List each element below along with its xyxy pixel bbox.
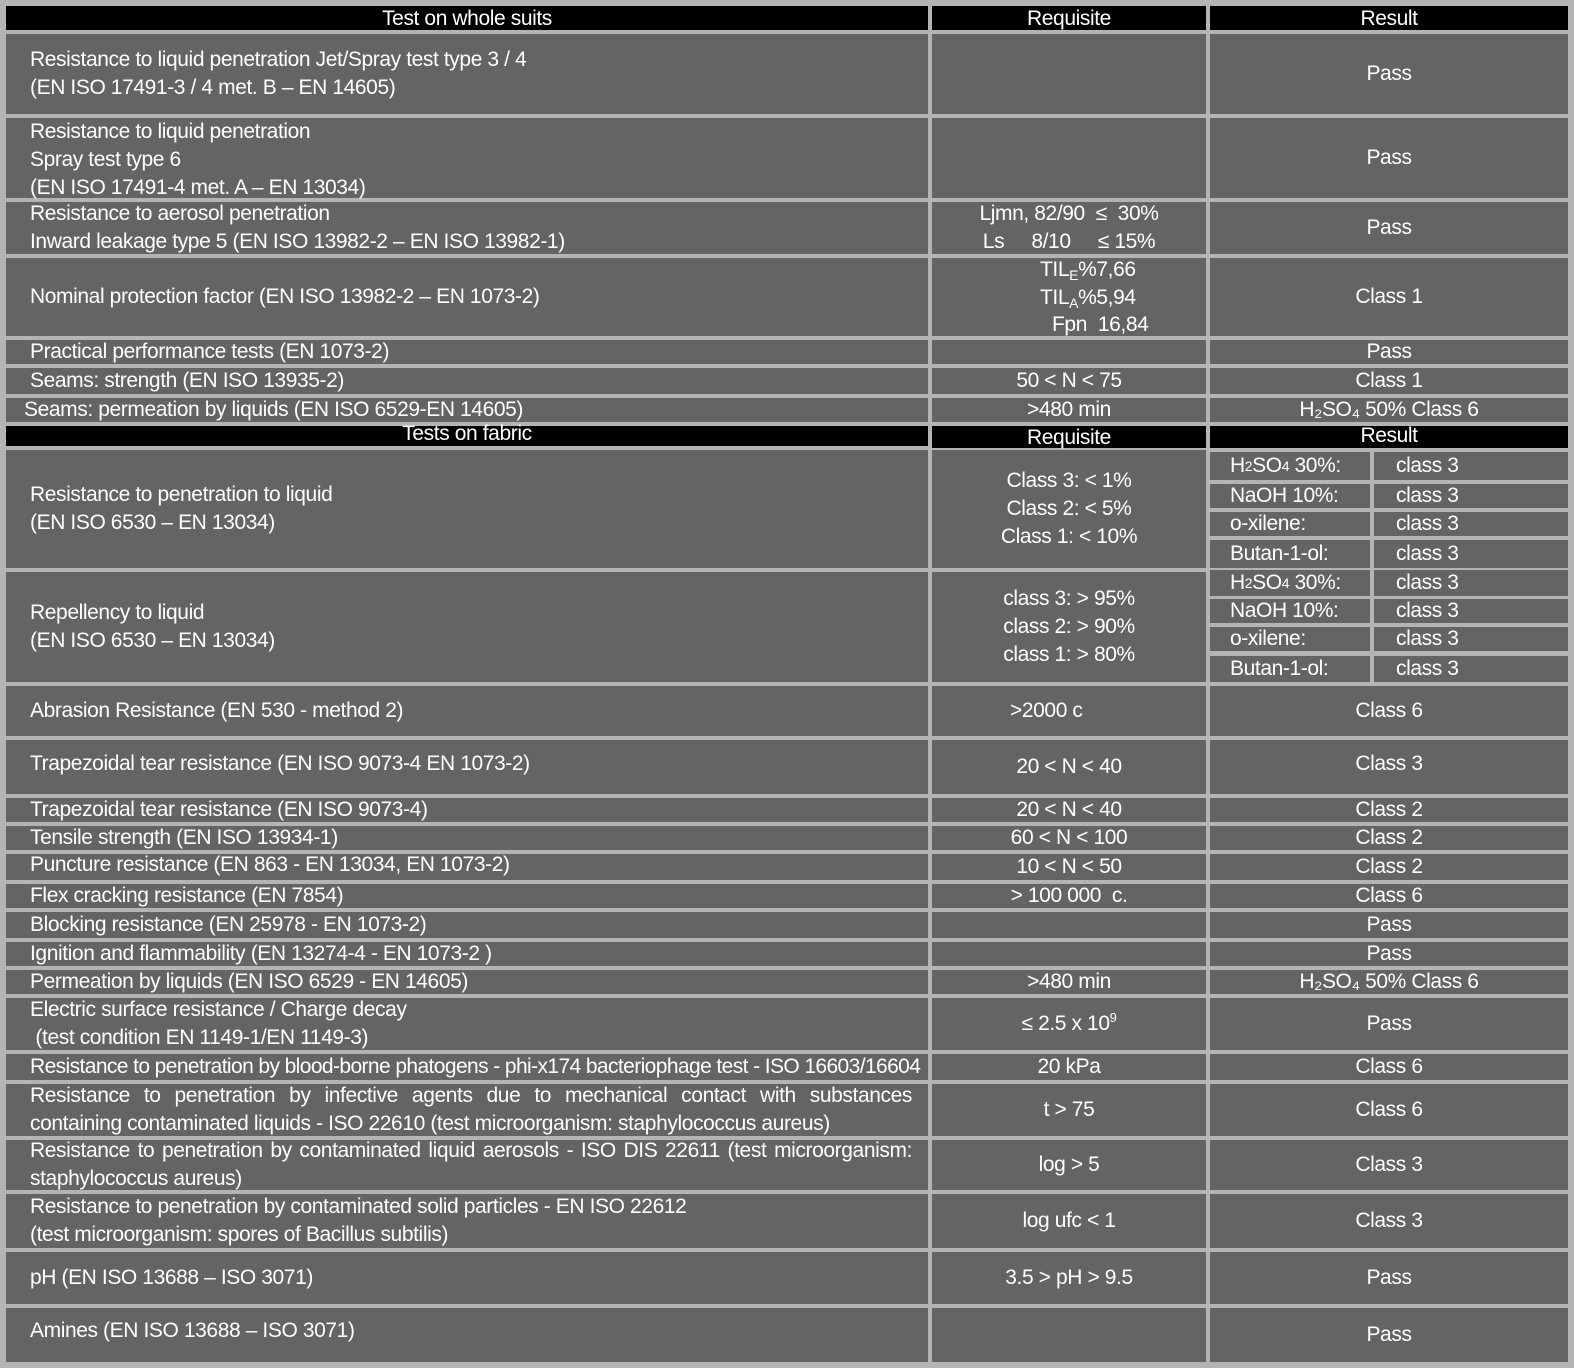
requisite-cell: log > 5: [932, 1140, 1206, 1190]
result-cell: Class 3: [1210, 1140, 1568, 1190]
chemical-class: class 3: [1374, 540, 1568, 568]
test-cell: [6, 1084, 928, 1136]
test-cell: [6, 798, 928, 822]
til-a-label: TIL: [1040, 286, 1070, 309]
requisite-cell: [932, 998, 1206, 1050]
result-cell: Pass: [1210, 942, 1568, 966]
header-tests-on-fabric: Tests on fabric: [6, 426, 928, 446]
test-line: (EN ISO 6530 – EN 13034): [30, 629, 275, 652]
chemical-label: Butan-1-ol:: [1210, 540, 1370, 568]
requisite-cell: [932, 450, 1206, 568]
header-requisite: Requisite: [932, 6, 1206, 30]
chemical-class: class 3: [1374, 452, 1568, 480]
test-cell: [6, 1054, 928, 1080]
chemical-label: o-xilene:: [1210, 627, 1370, 651]
test-cell: [6, 340, 928, 364]
test-cell: [6, 998, 928, 1050]
requisite-cell: 20 < N < 40: [932, 740, 1206, 794]
test-cell: [6, 1194, 928, 1248]
chemical-class: class 3: [1374, 656, 1568, 682]
requisite-line: class 2: > 90%: [1003, 615, 1135, 638]
requisite-line: Ls 8/10 ≤ 15%: [982, 230, 1156, 253]
requisite-cell: [932, 1308, 1206, 1362]
test-line: Abrasion Resistance (EN 530 - method 2): [30, 699, 404, 722]
test-cell: [6, 450, 928, 568]
test-cell: [6, 884, 928, 908]
chem-text: 30%:: [1289, 454, 1341, 477]
result-cell: Pass: [1210, 1308, 1568, 1362]
requisite-cell: 60 < N < 100: [932, 826, 1206, 850]
chemical-label: NaOH 10%:: [1210, 484, 1370, 508]
test-line: Resistance to aerosol penetration: [30, 202, 330, 225]
result-cell: Class 6: [1210, 686, 1568, 736]
test-cell: [6, 118, 928, 198]
test-line: pH (EN ISO 13688 – ISO 3071): [30, 1266, 313, 1289]
result-cell: Class 6: [1210, 1054, 1568, 1080]
test-cell: [6, 826, 928, 850]
chem-text: H: [1230, 454, 1245, 477]
test-line: (EN ISO 17491-3 / 4 met. B – EN 14605): [30, 76, 396, 99]
result-cell: Class 3: [1210, 1194, 1568, 1248]
test-line: Blocking resistance (EN 25978 - EN 1073-2): [30, 913, 427, 936]
requisite-base: ≤ 2.5 x 10: [1021, 1012, 1110, 1035]
result-cell: Class 3: [1210, 740, 1568, 794]
chemical-label: o-xilene:: [1210, 512, 1370, 536]
result-cell: Class 6: [1210, 1084, 1568, 1136]
test-line: Resistance to penetration by blood-borne phatogens - phi-x174 bacteriophage test - ISO 16603/16604: [30, 1055, 921, 1078]
requisite-cell: 3.5 > pH > 9.5: [932, 1252, 1206, 1304]
test-line: Trapezoidal tear resistance (EN ISO 9073-4 EN 1073-2): [30, 752, 530, 775]
requisite-cell: >2000 c: [932, 686, 1206, 736]
test-cell: [6, 202, 928, 254]
test-cell: [6, 34, 928, 114]
requisite-cell: [932, 942, 1206, 966]
test-cell: [6, 368, 928, 394]
requisite-exponent: 9: [1109, 1010, 1117, 1025]
requisite-cell: [932, 34, 1206, 114]
test-line: Tensile strength (EN ISO 13934-1): [30, 826, 338, 849]
chemical-class: class 3: [1374, 627, 1568, 651]
chem-text: 30%:: [1289, 571, 1341, 594]
result-cell: Class 1: [1210, 368, 1568, 394]
result-cell: Class 2: [1210, 798, 1568, 822]
chemical-class: class 3: [1374, 484, 1568, 508]
header-test-whole-suits: Test on whole suits: [6, 6, 928, 30]
test-line: (EN ISO 6530 – EN 13034): [30, 511, 275, 534]
test-line: Resistance to liquid penetration: [30, 120, 311, 143]
til-e-line: [1040, 256, 1136, 284]
requisite-cell: >480 min: [932, 398, 1206, 422]
test-cell: [6, 572, 928, 682]
til-a-line: [1040, 284, 1136, 312]
requisite-cell: [932, 258, 1206, 336]
test-line: Permeation by liquids (EN ISO 6529 - EN 14605): [30, 970, 468, 993]
result-cell: Pass: [1210, 912, 1568, 938]
result-cell: H₂SO₄ 50% Class 6: [1210, 970, 1568, 994]
til-e-label: TIL: [1040, 258, 1070, 281]
result-cell: Pass: [1210, 202, 1568, 254]
header-result: Result: [1210, 6, 1568, 30]
result-cell: Pass: [1210, 118, 1568, 198]
requisite-cell: 20 < N < 40: [932, 798, 1206, 822]
requisite-cell: [932, 202, 1206, 254]
requisite-cell: [932, 912, 1206, 938]
til-e-subscript: E: [1069, 267, 1079, 283]
test-line: Inward leakage type 5 (EN ISO 13982-2 – EN ISO 13982-1): [30, 230, 565, 253]
test-line: Repellency to liquid: [30, 601, 205, 624]
chemical-label: NaOH 10%:: [1210, 599, 1370, 623]
result-cell: Class 2: [1210, 854, 1568, 880]
test-cell: [6, 740, 928, 794]
test-cell: [6, 258, 928, 336]
requisite-line: class 3: > 95%: [1003, 587, 1135, 610]
test-line: Spray test type 6: [30, 148, 181, 171]
chemical-class: class 3: [1374, 512, 1568, 536]
test-line: Trapezoidal tear resistance (EN ISO 9073-4): [30, 798, 428, 821]
requisite-cell: 20 kPa: [932, 1054, 1206, 1080]
requisite-cell: [932, 572, 1206, 682]
requisite-cell: t > 75: [932, 1084, 1206, 1136]
requisite-line: Ljmn, 82/90 ≤ 30%: [979, 202, 1159, 225]
requisite-line: class 1: > 80%: [1003, 643, 1135, 666]
test-line: Resistance to penetration by contaminated liquid aerosols - ISO DIS 22611 (test microorganism: staphylococcus aureus): [30, 1139, 912, 1190]
header-requisite: Requisite: [932, 426, 1206, 448]
result-cell: Class 1: [1210, 258, 1568, 336]
test-line: Resistance to penetration by contaminated solid particles - EN ISO 22612: [30, 1195, 687, 1218]
chemical-label: H 2 SO 4 30%:: [1210, 452, 1370, 480]
test-line: Seams: strength (EN ISO 13935-2): [30, 369, 345, 392]
test-line: Ignition and flammability (EN 13274-4 - EN 1073-2 ): [30, 942, 492, 965]
requisite-cell: [932, 340, 1206, 364]
chemical-class: class 3: [1374, 570, 1568, 596]
test-line: Resistance to liquid penetration Jet/Spray test type 3 / 4: [30, 48, 527, 71]
test-line: (test microorganism: spores of Bacillus subtilis): [30, 1223, 449, 1246]
chemical-label: H 2 SO 4 30%:: [1210, 570, 1370, 596]
test-line: Practical performance tests (EN 1073-2): [30, 340, 390, 363]
test-line: Resistance to penetration to liquid: [30, 483, 333, 506]
test-line: Resistance to penetration by infective agents due to mechanical contact with substances containing contaminated liquids - ISO 22610 (test microorganism: staphylococcus aureus): [30, 1084, 912, 1135]
requisite-line: Class 1: < 10%: [1000, 525, 1138, 548]
til-a-subscript: A: [1069, 295, 1079, 311]
requisite-line: Class 3: < 1%: [1006, 469, 1132, 492]
til-a-value: %5,94: [1078, 286, 1136, 309]
test-cell: [6, 1308, 928, 1362]
chem-text: SO: [1252, 571, 1282, 594]
requisite-cell: log ufc < 1: [932, 1194, 1206, 1248]
requisite-cell: 10 < N < 50: [932, 854, 1206, 880]
result-cell: Pass: [1210, 1252, 1568, 1304]
test-line: Electric surface resistance / Charge decay: [30, 998, 407, 1021]
requisite-cell: > 100 000 c.: [932, 884, 1206, 908]
test-line: Amines (EN ISO 13688 – ISO 3071): [30, 1319, 355, 1342]
test-cell: [6, 686, 928, 736]
chemical-class: class 3: [1374, 599, 1568, 623]
chem-text: SO: [1252, 454, 1282, 477]
test-line: Puncture resistance (EN 863 - EN 13034, EN 1073-2): [30, 853, 510, 876]
result-cell: Pass: [1210, 34, 1568, 114]
test-cell: [6, 398, 928, 422]
header-result: Result: [1210, 426, 1568, 448]
result-cell: Pass: [1210, 998, 1568, 1050]
test-cell: [6, 970, 928, 994]
chem-text: H: [1230, 571, 1245, 594]
fpn-line: Fpn 16,84: [1052, 313, 1149, 336]
result-cell: Pass: [1210, 340, 1568, 364]
til-e-value: %7,66: [1078, 258, 1136, 281]
test-line: Nominal protection factor (EN ISO 13982-2 – EN 1073-2): [30, 285, 540, 308]
requisite-cell: >480 min: [932, 970, 1206, 994]
test-line: (test condition EN 1149-1/EN 1149-3): [30, 1026, 369, 1049]
requisite-cell: 50 < N < 75: [932, 368, 1206, 394]
test-cell: [6, 1140, 928, 1190]
result-cell: Class 2: [1210, 826, 1568, 850]
requisite-line: Class 2: < 5%: [1006, 497, 1132, 520]
chemical-label: Butan-1-ol:: [1210, 656, 1370, 682]
test-line: Flex cracking resistance (EN 7854): [30, 884, 344, 907]
requisite-cell: [932, 118, 1206, 198]
electric-requisite: [1022, 1010, 1117, 1038]
test-line: (EN ISO 17491-4 met. A – EN 13034): [30, 176, 366, 199]
test-cell: [6, 854, 928, 880]
result-cell: Class 6: [1210, 884, 1568, 908]
test-cell: [6, 1252, 928, 1304]
test-line: Seams: permeation by liquids (EN ISO 6529-EN 14605): [24, 398, 524, 421]
result-cell: H₂SO₄ 50% Class 6: [1210, 398, 1568, 422]
test-cell: [6, 942, 928, 966]
test-cell: [6, 912, 928, 938]
